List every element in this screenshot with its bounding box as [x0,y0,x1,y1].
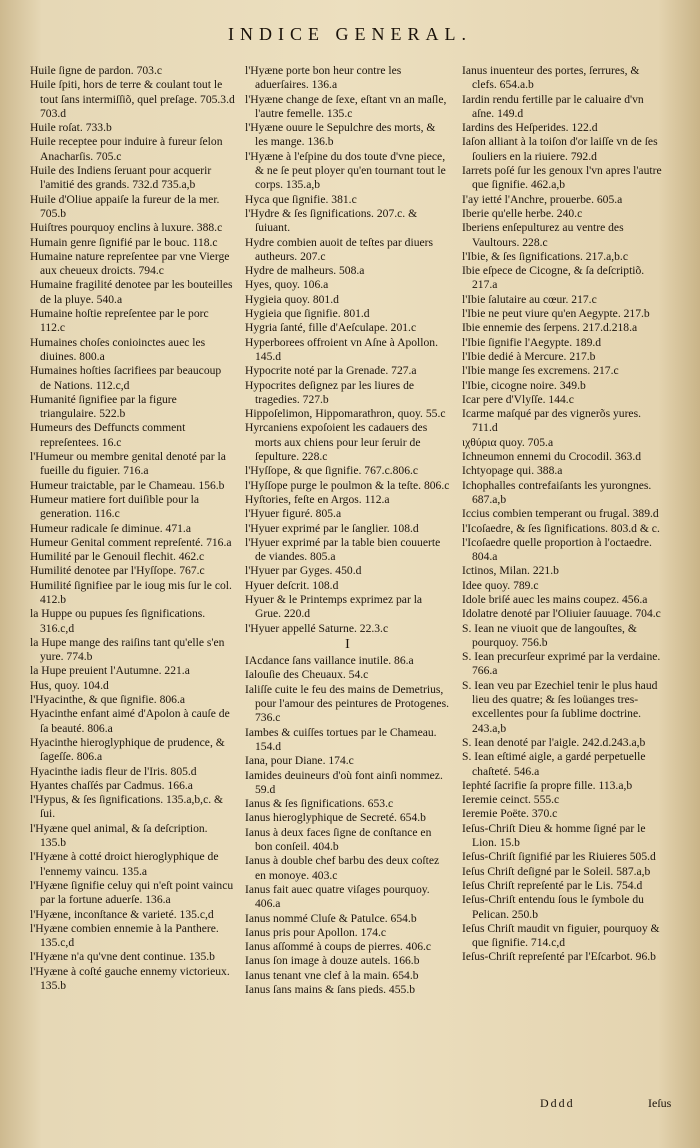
index-entry: Humeurs des Deffuncts comment repreſentees. 16.c [30,421,186,449]
index-entry: Hyperborees offroient vn Aſne à Apollon. 145.d [245,335,438,363]
index-entry: Ictinos, Milan. 221.b [462,564,559,578]
index-entry: l'Hypus, & ſes ſignifications. 135.a,b,c. & ſui. [30,793,224,821]
index-entry: l'Hyacinthe, & que ſignifie. 806.a [30,693,186,707]
index-entry: Ieremie Poëte. 370.c [462,807,558,821]
index-entry: Humeur Genital comment repreſenté. 716.a [30,535,232,549]
index-entry: Hyrcaniens expoſoient les cadauers des morts aux chiens pour leur ſeruir de ſepulture. 228.c [245,421,428,464]
index-entry: S. Iean veu par Ezechiel tenir le plus haud lieu des quatre; & ſes loüanges tres-excellentes pour ſa ſublime doctrine. 243.a,b [462,678,658,735]
index-entry: Icarme maſqué par des vignerõs yures. 711.d [462,407,641,435]
index-entry: Ianus & ſes ſignifications. 653.c [245,797,394,811]
index-entry: Hydre combien auoit de teſtes par diuers autheurs. 207.c [245,235,434,263]
index-entry: Hygria ſanté, fille d'Aeſculape. 201.c [245,321,417,335]
index-entry: Huile ſigne de pardon. 703.c [30,64,163,77]
index-entry: Ieremie ceinct. 555.c [462,793,560,807]
index-entry: Ieſus-Chriſt entendu ſous le ſymbole du Pelican. 250.b [462,893,644,921]
index-entry: Ianus ſon image à douze autels. 166.b [245,954,420,968]
index-entry: Ianus nommé Cluſe & Patulce. 654.b [245,911,417,925]
index-entry: l'Icoſaedre, & ſes ſignifications. 803.d & c. [462,521,660,535]
index-entry: Ichophalles contrefaiſants les yurongnes. 687.a,b [462,478,652,506]
index-entry: l'Ibie, cicogne noire. 349.b [462,378,586,392]
index-entry: Ianus aſſommé à coups de pierres. 406.c [245,940,432,954]
index-entry: Humeur matiere fort duiſible pour la generation. 116.c [30,492,200,521]
index-entry: Hyca que ſignifie. 381.c [245,192,357,206]
index-entry: la Hupe mange des raiſins tant qu'elle s'en yure. 774.b [30,635,225,664]
index-entry: l'Hyuer figuré. 805.a [245,507,342,521]
index-entry: l'Hyæne, inconſtance & varieté. 135.c,d [30,907,214,921]
index-entry: l'Hyuer exprimé par le ſanglier. 108.d [245,521,419,535]
index-entry: ιχθύρια quoy. 705.a [462,435,554,449]
index-entry: Ialouſie des Cheuaux. 54.c [245,668,369,682]
index-entry: l'Hyæne ſignifie celuy qui n'eſt point vaincu par la fortune aduerſe. 136.a [30,878,234,907]
index-entry: Humaine hoſtie repreſentee par le porc 112.c [30,307,209,335]
index-entry: Iamides deuineurs d'où font ainſi nommez. 59.d [245,768,443,796]
index-entry: l'Hyæne n'a qu'vne dent continue. 135.b [30,950,215,964]
index-entry: l'Icoſaedre quelle proportion à l'octaedre. 804.a [462,535,652,564]
index-entry: Ieſus-Chriſt ſignifié par les Riuieres 505.d [462,850,656,864]
index-entry: S. Iean precurſeur exprimé par la verdaine. 766.a [462,650,661,678]
index-entry: Humain genre ſignifié par le bouc. 118.c [30,235,218,249]
index-entry: la Huppe ou pupues ſes ſignifications. 316.c,d [30,607,206,635]
index-entry: Ichtyopage qui. 388.a [462,464,563,478]
index-entry: Iaſon alliant à la toiſon d'or laiſſe vn de ſes ſouliers en la riuiere. 792.d [462,135,658,163]
index-entry: Iephté ſacrifie ſa propre fille. 113.a,b [462,778,633,792]
index-entry: l'Hyæne ouure le Sepulchre des morts, & les mange. 136.b [245,121,436,149]
index-column-2 [245,64,450,1094]
index-entry: Iccius combien temperant ou frugal. 389.d [462,507,659,521]
index-entry: l'Hyæne combien ennemie à la Panthere. 135.c,d [30,921,219,950]
index-entry: Hypocrite noté par la Grenade. 727.a [245,364,417,378]
index-entry: l'Hyuer par Gyges. 450.d [245,564,362,578]
index-entry: Hyſtories, feſte en Argos. 112.a [245,492,390,506]
index-entry: l'Ibie ſignifie l'Aegypte. 189.d [462,335,602,349]
index-entry: Ieſus-Chriſt repreſenté par l'Eſcarbot. 96.b [462,950,656,964]
index-entry: Humeur traictable, par le Chameau. 156.b [30,478,225,492]
page-title: INDICE GENERAL. [228,24,472,44]
index-entry: Ibie ennemie des ſerpens. 217.d.218.a [462,321,638,335]
index-entry: l'Ibie mange ſes excremens. 217.c [462,364,619,378]
index-entry: Humaine nature repreſentee par vne Vierge aux cheueux droicts. 794.c [30,249,230,278]
index-entry: Ianus fait auec quatre viſages pourquoy. 406.a [245,882,430,911]
page-footer [0,1096,700,1116]
index-entry: Humaines hoſties ſacrifiees par beaucoup de Nations. 112.c,d [30,364,222,392]
index-entry: Hyacinthe enfant aimé d'Apolon à cauſe de ſa beauté. 806.a [30,707,230,735]
index-entry: Ieſus Chriſt deſigné par le Soleil. 587.a,b [462,864,651,878]
index-entry: Idee quoy. 789.c [462,578,539,592]
index-entry: Humilité ſignifiee par le ioug mis ſur le col. 412.b [30,578,232,606]
index-entry: Ianus à double chef barbu des deux coſtez en monoye. 403.c [245,854,440,882]
index-entry: l'Hyæne porte bon heur contre les aduerſaires. 136.a [245,64,402,92]
index-entry: Huile ſpiti, hors de terre & coulant tout le tout ſans intermiſſiõ, quel preſage. 705.3.d 703.d [30,78,235,120]
index-entry: Idolatre denoté par l'Oliuier ſauuage. 704.c [462,607,661,621]
index-entry: Hyuer deſcrit. 108.d [245,578,339,592]
index-entry: Ieſus Chriſt repreſenté par le Lis. 754.d [462,878,643,892]
index-entry: Ianus ſans mains & ſans pieds. 455.b [245,983,416,996]
index-entry: Hypocrites deſignez par les liures de tragedies. 727.b [245,378,415,406]
index-entry: Huile d'Oliue appaiſe la fureur de la mer. 705.b [30,192,220,220]
index-entry: Humaines choſes conioinctes auec les diuines. 800.a [30,335,206,363]
index-entry: l'Hyuer appellé Saturne. 22.3.c [245,621,389,635]
index-entry: l'Ibie ne peut viure qu'en Aegypte. 217.b [462,307,650,321]
index-entry: Hygieia quoy. 801.d [245,292,339,306]
index-entry: Huile receptee pour induire à fureur ſelon Anacharſis. 705.c [30,135,223,163]
index-entry: Humanité ſignifiee par la figure triangulaire. 522.b [30,392,177,421]
index-entry: la Hupe preuient l'Autumne. 221.a [30,664,190,678]
index-entry: Hyes, quoy. 106.a [245,278,329,292]
index-entry: Humeur radicale ſe diminue. 471.a [30,521,191,535]
index-entry: l'Ibie, & ſes ſignifications. 217.a,b.c [462,249,628,263]
index-entry: Huile des Indiens ſeruant pour acquerir l'amitié des grands. 732.d 735.a,b [30,164,212,192]
index-entry: Ianus pris pour Apollon. 174.c [245,925,387,939]
index-entry: l'Hyæne à l'eſpine du dos toute d'vne piece, & ne ſe peut ployer qu'en tournant tout le corps. 135.a,b [245,149,446,192]
index-entry: l'Hyſſope purge le poulmon & la teſte. 806.c [245,478,450,492]
index-entry: S. Iean ne viuoit que de langouſtes, & pourquoy. 756.b [462,621,637,649]
index-entry: l'Hyæne à coſté gauche ennemy victorieux. 135.b [30,964,230,992]
index-entry: Hydre de malheurs. 508.a [245,264,365,278]
index-entry: S. Iean denoté par l'aigle. 242.d.243.a,b [462,735,646,749]
index-entry: Hyacinthe iadis fleur de l'Iris. 805.d [30,764,197,778]
index-entry: Ianus hieroglyphique de Secreté. 654.b [245,811,426,825]
index-column-3 [462,64,667,1094]
index-entry: Ialiſſe cuite le feu des mains de Demetrius, pour l'amour des peintures de Protogenes. 736.c [245,682,449,725]
index-entry: Iardin rendu fertille par le caluaire d'vn aſne. 149.d [462,92,644,120]
index-entry: l'Hyſſope, & que ſignifie. 767.c.806.c [245,464,419,478]
index-entry: Ianus tenant vne clef à la main. 654.b [245,968,419,982]
index-entry: Hyantes chaſſés par Cadmus. 166.a [30,778,193,792]
index-entry: l'Hyæne change de ſexe, eſtant vn an maſle, l'autre femelle. 135.c [245,92,447,120]
index-entry: Idole briſé auec les mains coupez. 456.a [462,592,648,606]
index-entry: Icar pere d'Vlyſſe. 144.c [462,392,574,406]
index-entry: IAcdance ſans vaillance inutile. 86.a [245,654,414,668]
index-entry: Iana, pour Diane. 174.c [245,754,354,768]
index-entry: Huile roſat. 733.b [30,121,112,135]
index-entry: Ichneumon ennemi du Crocodil. 363.d [462,450,642,464]
index-entry: Humilité par le Genouil flechit. 462.c [30,550,205,564]
index-entry: Huiſtres pourquoy enclins à luxure. 388.c [30,221,223,235]
index-entry: l'Hyuer exprimé par la table bien couuerte de viandes. 805.a [245,535,441,564]
index-entry: Iberiens enſepulturez au ventre des Vaultours. 228.c [462,221,624,249]
signature-mark: Dddd [540,1096,575,1110]
index-entry: l'Hydre & ſes ſignifications. 207.c. & ſuiuant. [245,206,418,235]
section-letter: I [345,636,350,652]
index-entry: Ibie eſpece de Cicogne, & ſa deſcriptiõ. 217.a [462,264,645,292]
index-column-1 [30,64,235,1094]
index-entry: l'Ibie dedié à Mercure. 217.b [462,349,596,363]
index-entry: Hyuer & le Printemps exprimez par la Grue. 220.d [245,592,423,621]
index-entry: Ieſus Chriſt maudit vn figuier, pourquoy & que ſignifie. 714.c,d [462,921,660,950]
index-entry: l'Ibie ſalutaire au cœur. 217.c [462,292,597,306]
index-entry: Ieſus-Chriſt Dieu & homme ſigné par le Lion. 15.b [462,821,646,850]
index-entry: S. Iean eſtimé aigle, a gardé perpetuelle chaſteté. 546.a [462,750,646,778]
index-entry: Iardins des Heſperides. 122.d [462,121,598,135]
index-entry: Hygieia que ſignifie. 801.d [245,307,370,321]
index-entry: l'Humeur ou membre genital denoté par la fueille du figuier. 716.a [30,450,226,478]
index-entry: Hus, quoy. 104.d [30,678,109,692]
index-entry: Iambes & cuiſſes tortues par le Chameau. 154.d [245,725,437,753]
index-entry: l'Hyæne à cotté droict hieroglyphique de l'ennemy vaincu. 135.a [30,850,219,878]
index-entry: l'Hyæne quel animal, & ſa deſcription. 135.b [30,821,208,850]
index-entry: Ianus à deux faces ſigne de conſtance en bon conſeil. 404.b [245,825,432,854]
index-entry: Iarrets poſé ſur les genoux l'vn apres l'autre que ſignifie. 462.a,b [462,164,662,192]
index-entry: I'ay ietté l'Anchre, prouerbe. 605.a [462,192,623,206]
index-entry: Hippoſelimon, Hippomarathron, quoy. 55.c [245,407,446,421]
catchword: Ieſus [648,1096,672,1110]
index-entry: Humaine fragilité denotee par les bouteilles de la pluye. 540.a [30,278,233,306]
index-entry: Iberie qu'elle herbe. 240.c [462,206,583,220]
index-entry: Hyacinthe hieroglyphique de prudence, & ſageſſe. 806.a [30,735,225,764]
index-entry: Ianus inuenteur des portes, ſerrures, & clefs. 654.a.b [462,64,640,92]
index-entry: Humilité denotee par l'Hyſſope. 767.c [30,564,205,578]
